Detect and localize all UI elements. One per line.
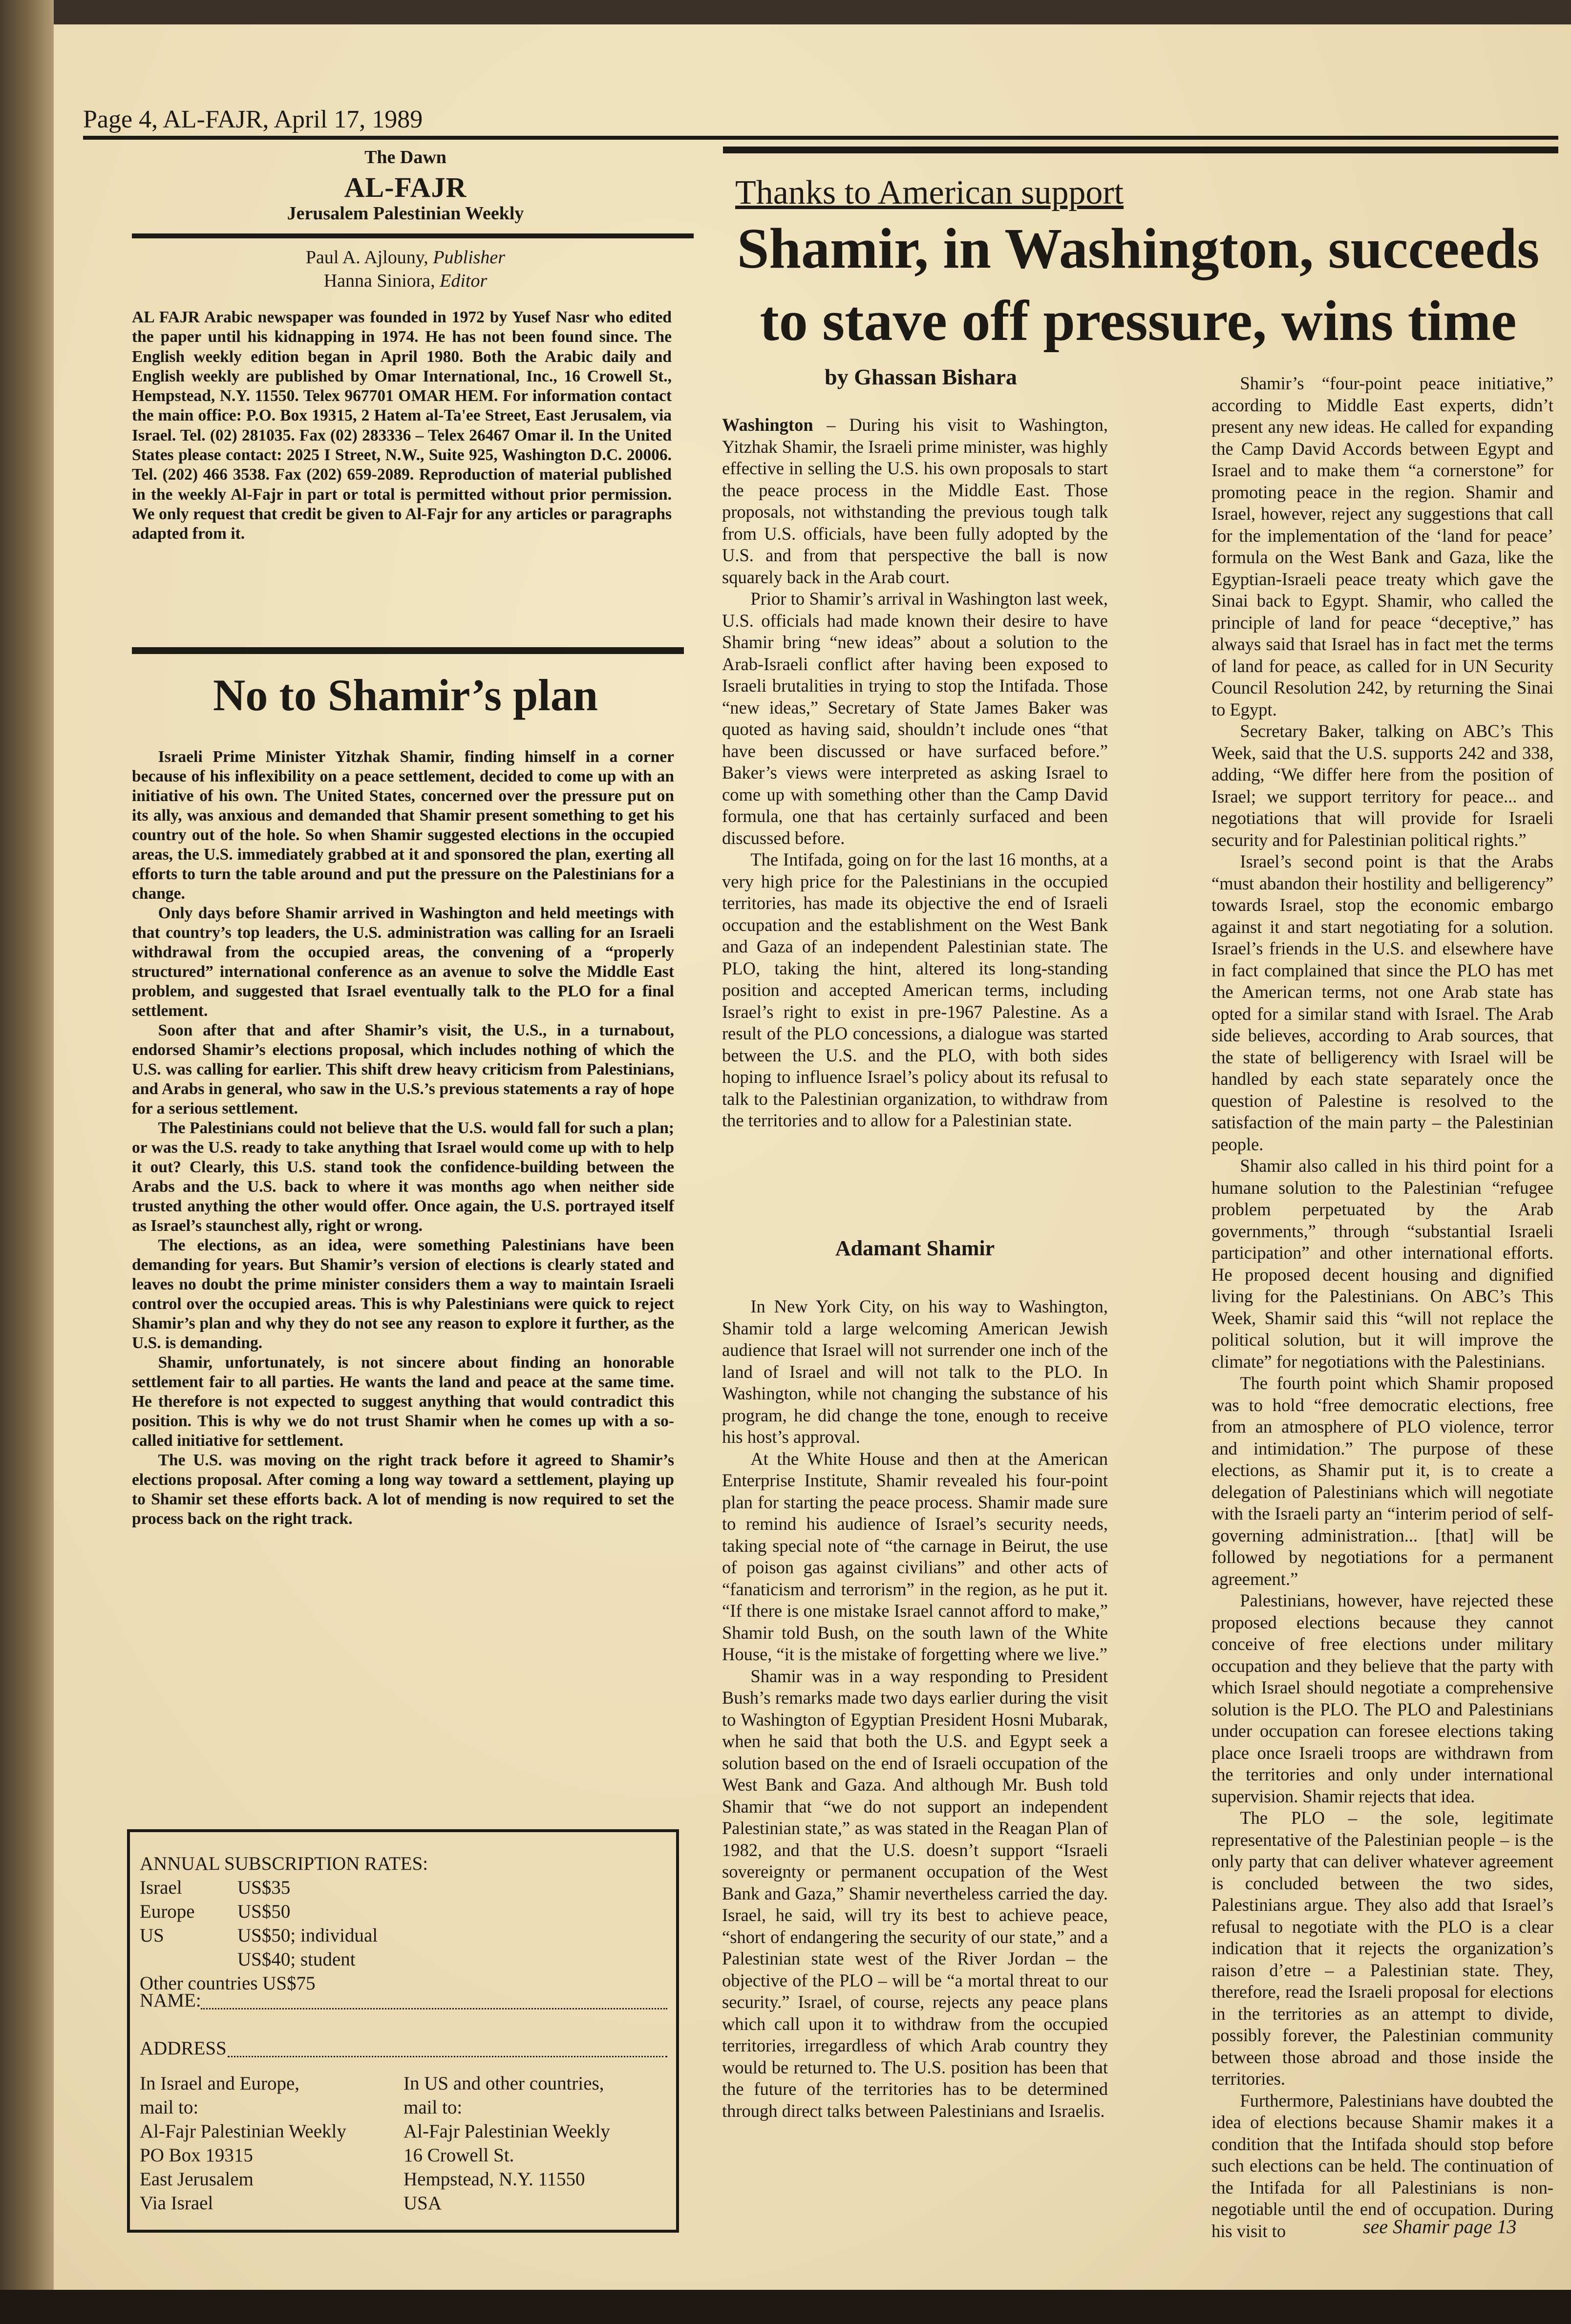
masthead-notice: AL FAJR Arabic newspaper was founded in 1972 by Yusef Nasr who edited the paper until his kidnapping in 1974. He has not been found since. The English weekly edition began in April 1980. Both the Arabic daily and English weekly are published by Omar International, Inc., 16 Crowell St., Hempstead, N.Y. 11550. Telex 967701 OMAR HEM. For information contact the main office: P.O. Box 19315, 2 Hatem al-Ta'ee Street, East Jerusalem, via Israel. Tel. (02) 281035. Fax (02) 283336 – Telex 26467 Omar il. In the United States please contact: 2025 I Street, N.W., Suite 925, Washington D.C. 20006. Tel. (202) 466 3538. Fax (202) 659-2089. Reproduction of material published in the weekly Al-Fajr in part or total is permitted without prior permission. We only request that credit be given to Al-Fajr for any articles or paragraphs adapted from it. [132,308,672,543]
article-kicker: Thanks to American support [735,174,1124,211]
publisher-name: Paul A. Ajlouny, [305,247,428,268]
article-paragraph: The Intifada, going on for the last 16 months, at a very high price for the Palestinians in the occupied territories, has made its objective the end of Israeli occupation and the establishment on the West Bank and Gaza of an independent Palestinian state. The PLO, taking the hint, altered its long-standing position and accepted American terms, including Israel’s right to exist in pre-1967 Palestine. As a result of the PLO concessions, a dialogue was started between the U.S. and the PLO, with both sides hoping to influence Israel’s policy about its refusal to talk to the Palestinian organization, to withdraw from the territories and to allow for a Palestinian state. [722,849,1108,1130]
article-paragraph: Prior to Shamir’s arrival in Washington last week, U.S. officials had made known their desire to have Shamir bring “new ideas” about a solution to the Arab-Israeli conflict after having been exposed to Israeli brutalities in trying to stop the Intifada. Those “new ideas,” Secretary of State James Baker was quoted as having said, shouldn’t include ones “that have been discussed or have surfaced before.” Baker’s views were interpreted as asking Israel to come up with something other than the Camp David formula, one that has certainly surfaced and been discussed before. [722,589,1108,848]
masthead-rule [132,233,694,238]
address-line: USA [403,2193,442,2214]
rate-region [140,1947,237,1971]
address-line: Hempstead, N.Y. 11550 [403,2169,585,2190]
address-line: Al-Fajr Palestinian Weekly [140,2121,346,2142]
rate-price: US$40; student [237,1949,356,1970]
lead-text: – During his visit to Washington, Yitzhak Shamir, the Israeli prime minister, was highly effective in selling the U.S. his own proposals to start the peace process in the Middle East. Those proposals, not withstanding the previous tough talk from U.S. officials, have been fully adopted by the U.S. and from that perspective the ball is now squarely back in the Arab court. [722,415,1108,587]
page-scan-bottom-edge [0,2290,1571,2324]
binding-gutter [0,0,54,2324]
address-line: East Jerusalem [140,2169,254,2190]
editorial-top-rule [132,647,684,654]
article-byline: by Ghassan Bishara [825,364,1017,389]
rate-price: US$35 [237,1877,291,1898]
masthead-dawn: The Dawn [364,147,446,168]
editorial-paragraph: The elections, as an idea, were something Palestinians have been demanding for years. But Shamir’s version of elections is clearly stated and leaves no doubt the prime minister considers them a way to maintain Israeli control over the occupied areas. This is why Palestinians were quick to reject Shamir’s plan and why they do not see any reason to explore it further, as the U.S. is demanding. [132,1236,674,1352]
article-paragraph: Israel’s second point is that the Arabs “must abandon their hostility and belligerency” towards Israel, stop the economic embargo against it and start negotiating for a solution. Israel’s friends in the U.S. and elsewhere have in fact complained that since the PLO has met the American terms, not one Arab state has opted for a similar stand with Israel. The Arab side believes, according to Arab sources, that the state of belligerency with Israel will be handled by each state separately once the question of Palestine is resolved to the satisfaction of the main party – the Palestinian people. [1211,851,1553,1154]
masthead-publisher [132,247,679,268]
article-column-1-continued [722,1296,1108,2122]
editorial-paragraph: The Palestinians could not believe that the U.S. would fall for such a plan; or was the U.S. ready to take anything that Israel would come up with to help it out? Clearly, this U.S. stand took the confidence-building between the Arabs and the U.S. back to where it was months ago when neither side trusted anything the other would offer. Once again, the U.S. portrayed itself as Israel’s staunchest ally, right or wrong. [132,1119,674,1235]
address-label: ADDRESS [140,2038,227,2059]
editorial-paragraph: Soon after that and after Shamir’s visit, the U.S., in a turnabout, endorsed Shamir’s elections proposal, which includes nothing of which the U.S. was calling for earlier. This shift drew heavy criticism from Palestinians, and Arabs in general, who saw in the U.S.’s previous statements a ray of hope for a serious settlement. [132,1021,674,1118]
name-field[interactable] [201,2008,667,2009]
rate-row [140,1876,667,1900]
mailing-addresses [140,2071,667,2215]
article-paragraph: In New York City, on his way to Washington, Shamir told a large welcoming American Jewish audience that Israel will not surrender one inch of the land of Israel and will not talk to the PLO. In Washington, while not changing the substance of his program, he did change the tone, enough to receive his host’s approval. [722,1296,1108,1447]
editorial-paragraph: Israeli Prime Minister Yitzhak Shamir, finding himself in a corner because of his inflexibility on a peace settlement, decided to come up with an initiative of his own. The United States, concerned over the pressure put on its ally, was anxious and demanded that Shamir present something to get his country out of the hole. So when Shamir suggested elections in the occupied areas, the U.S. immediately grabbed at it and sponsored the plan, exerting all efforts to turn the table around and put the pressure on the Palestinians for a change. [132,748,674,903]
top-rule [83,136,1558,140]
article-paragraph: Shamir was in a way responding to President Bush’s remarks made two days earlier during the visit to Washington of Egyptian President Hosni Mubarak, when he said that both the U.S. and Egypt seek a solution based on the end of Israeli occupation of the West Bank and Gaza. And although Mr. Bush told Shamir that “we do not support an independent Palestinian state,” as was stated in the Reagan Plan of 1982, and that the U.S. doesn’t support “Israeli sovereignty or permanent occupation of the West Bank and Gaza,” Shamir nevertheless carried the day. Israel, he said, will try its best to achieve peace, “short of endangering the security of our state,” and a Palestinian state west of the River Jordan – the objective of the PLO – will be “a mortal threat to our security.” Israel, of course, rejects any peace plans which call upon it to withdraw from the occupied territories, irregardless of which Arab country they would be returned to. The U.S. position has been that the future of the territories has to be determined through direct talks between Palestinians and Israelis. [722,1666,1108,2121]
masthead-name: AL-FAJR [344,171,467,203]
address-line: Via Israel [140,2193,213,2214]
address-line: In Israel and Europe, [140,2073,300,2094]
article-paragraph: Shamir also called in his third point for a humane solution to the Palestinian “refugee problem perpetuated by the Arab governments,” through “substantial Israeli participation” and other international efforts. He proposed decent housing and dignified living for the Palestinians. On ABC’s This Week, Shamir said this “will not replace the political solution, but it will improve the climate” for negotiations with the Palestinians. [1211,1156,1553,1372]
editorial-paragraph: The U.S. was moving on the right track before it agreed to Shamir’s elections proposal. After coming a long way toward a settlement, playing up to Shamir set these efforts back. A lot of mending is now required to set the process back on the right track. [132,1451,674,1528]
article-paragraph: Furthermore, Palestinians have doubted the idea of elections because Shamir makes it a condition that the Intifada should stop before such elections can be held. The continuation of the Intifada for all Palestinians is non-negotiable until the end of occupation. During his visit to [1211,2090,1553,2241]
article-paragraph: At the White House and then at the American Enterprise Institute, Shamir revealed his four-point plan for starting the peace process. Shamir made sure to remind his audience of Israel’s security needs, taking special note of “the carnage in Beirut, the use of poison gas against civilians” and other acts of “fanaticism and terrorism” in the region, as he put it. “If there is one mistake Israel cannot afford to make,” Shamir told Bush, on the south lawn of the White House, “it is the mistake of forgetting where we live.” [722,1448,1108,1664]
rate-price: US$50; individual [237,1925,378,1946]
article-paragraph [722,414,1108,588]
address-line: Al-Fajr Palestinian Weekly [403,2121,610,2142]
article-paragraph: The fourth point which Shamir proposed was to hold “free democratic elections, free from an atmosphere of PLO violence, terror and intimidation.” The purpose of these elections, as Shamir put it, is to create a delegation of Palestinians which will negotiate with the Israeli party an “interim period of self-governing administration... [that] will be followed by negotiations for a permanent agreement.” [1211,1373,1553,1589]
right-section-rule [723,147,1558,153]
article-column-2 [1211,373,1553,2242]
article-headline [718,212,1558,357]
subscription-rates [140,1852,667,1995]
editor-name: Hanna Siniora, [323,271,435,291]
address-line: In US and other countries, [403,2073,604,2094]
address-field[interactable] [228,2056,667,2057]
masthead-subtitle: Jerusalem Palestinian Weekly [287,203,524,224]
rate-row [140,1947,667,1971]
subscription-heading: ANNUAL SUBSCRIPTION RATES: [140,1853,428,1874]
rate-region: US [140,1925,164,1946]
article-paragraph: The PLO – the sole, legitimate representative of the Palestinian people – is the only party that can deliver whatever agreement is concluded between the two sides, Palestinians argue. They also add that Israel’s refusal to negotiate with the PLO is a clear indication that it rejects the organization’s raison d’etre – a Palestinian state. They, therefore, read the Israeli proposal for elections in the territories as an attempt to divide, possibly forever, the Palestinian community between those abroad and those inside the territories. [1211,1808,1553,2089]
address-line: PO Box 19315 [140,2145,253,2166]
dateline: Washington [722,415,813,435]
address-line: 16 Crowell St. [403,2145,514,2166]
rate-region: Europe [140,1901,195,1922]
article-column-1 [722,414,1108,1132]
editorial-paragraph: Shamir, unfortunately, is not sincere about finding an honorable settlement fair to all parties. He wants the land and peace at the same time. He therefore is not expected to suggest anything that would contradict this position. This is why we do not trust Shamir when he comes up with a so-called initiative for settlement. [132,1353,674,1450]
rate-row [140,1900,667,1923]
rate-other: Other countries US$75 [140,1973,316,1994]
masthead-editor [132,270,679,292]
address-line: mail to: [140,2097,199,2118]
editor-role: Editor [440,271,488,291]
rate-region: Israel [140,1877,182,1898]
rate-row [140,1923,667,1947]
headline-line-2: to stave off pressure, wins time [760,289,1517,353]
mailing-address-us [403,2071,667,2215]
name-label: NAME: [140,1990,201,2011]
headline-line-1: Shamir, in Washington, succeeds [737,216,1540,280]
publisher-role: Publisher [433,247,506,268]
subscription-box [127,1829,679,2233]
continued-link[interactable]: see Shamir page 13 [1363,2216,1517,2238]
article-paragraph: Secretary Baker, talking on ABC’s This Week, said that the U.S. supports 242 and 338, adding, “We differ here from the position of Israel; we support territory for peace... and negotiations that will provide for Israeli security and for Palestinian political rights.” [1211,721,1553,850]
page-scan-top-edge [0,0,1571,24]
editorial-paragraph: Only days before Shamir arrived in Washington and held meetings with that country’s top leaders, the U.S. administration was calling for an Israeli withdrawal from the occupied areas, the convening of a “properly structured” international conference as an avenue to solve the Middle East problem, and suggested that Israel eventually talk to the PLO for a final settlement. [132,904,674,1020]
rate-price: US$50 [237,1901,291,1922]
running-head: Page 4, AL-FAJR, April 17, 1989 [83,106,423,133]
address-line: mail to: [403,2097,463,2118]
article-subhead: Adamant Shamir [835,1236,995,1260]
article-paragraph: Shamir’s “four-point peace initiative,” according to Middle East experts, didn’t present any new ideas. He called for expanding the Camp David Accords between Egypt and Israel and to make them “a cornerstone” for promoting peace in the region. Shamir and Israel, however, reject any suggestions that call for the implementation of the ‘land for peace’ formula on the West Bank and Gaza, like the Egyptian-Israeli peace treaty which gave the Sinai back to Egypt. Shamir, who called the principle of land for peace “deceptive,” has always said that Israel has in fact met the terms of land for peace, as called for in UN Security Council Resolution 242, by returning the Sinai to Egypt. [1211,373,1553,719]
article-paragraph: Palestinians, however, have rejected these proposed elections because they cannot conceive of free elections under military occupation and they believe that the party with which Israel should negotiate a comprehensive solution is the PLO. The PLO and Palestinians under occupation can foresee elections taking place once Israeli troops are withdrawn from the territories and only under international supervision. Shamir rejects that idea. [1211,1590,1553,1806]
mailing-address-israel-europe [140,2071,403,2215]
editorial-body [132,747,674,1529]
editorial-title: No to Shamir’s plan [212,670,598,720]
